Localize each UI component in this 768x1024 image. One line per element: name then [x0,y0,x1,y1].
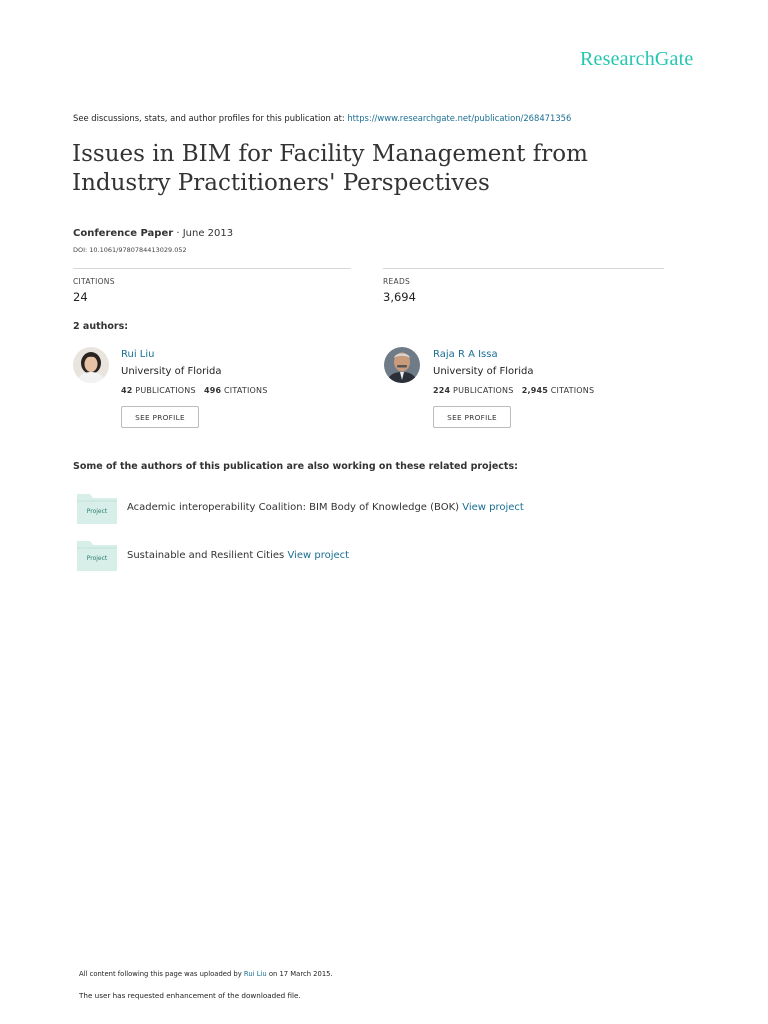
upload-date: on 17 March 2015. [266,970,333,978]
project-folder-icon[interactable] [76,538,118,572]
author-citations-label: CITATIONS [221,386,268,395]
researchgate-logo[interactable]: ResearchGate [580,48,694,70]
author-citations-count: 2,945 [521,386,549,395]
reads-divider [383,268,664,269]
citations-label: CITATIONS [73,277,115,286]
author-stats [121,386,267,395]
publication-type [73,228,233,239]
enhancement-notice: The user has requested enhancement of the downloaded file. [79,991,301,1000]
view-project-link[interactable]: View project [462,502,524,513]
authors-heading: 2 authors: [73,321,129,332]
project-title: Sustainable and Resilient Cities [127,550,288,561]
author-avatar-raja-issa[interactable] [384,347,420,383]
citations-divider [73,268,351,269]
author-publications-count: 42 [121,386,133,395]
project-icon-label: Project [86,508,108,515]
reads-label: READS [383,277,411,286]
publication-type-label: Conference Paper [73,228,174,239]
discussion-notice [73,113,571,123]
avatar-photo-icon [73,347,109,383]
upload-notice [79,970,333,978]
project-item [127,550,349,561]
author-citations-label: CITATIONS [548,386,595,395]
author-name-link[interactable]: Raja R A Issa [433,349,498,360]
author-stats [433,386,594,395]
author-publications-label: PUBLICATIONS [450,386,514,395]
publication-date: · June 2013 [173,228,234,239]
author-publications-label: PUBLICATIONS [132,386,196,395]
citations-value: 24 [73,290,88,304]
see-profile-button[interactable]: SEE PROFILE [121,406,199,428]
upload-prefix: All content following this page was uploaded by [79,970,244,978]
author-institution: University of Florida [433,366,534,377]
uploader-link[interactable]: Rui Liu [243,970,267,978]
view-project-link[interactable]: View project [287,550,350,561]
author-avatar-rui-liu[interactable] [73,347,109,383]
project-title: Academic interoperability Coalition: BIM Body of Knowledge (BOK) [127,502,463,513]
author-publications-count: 224 [433,386,451,395]
publication-doi: DOI: 10.1061/9780784413029.052 [73,246,187,254]
reads-value: 3,694 [383,290,416,304]
publication-url-link[interactable]: https://www.researchgate.net/publication/268471356 [347,113,572,123]
see-profile-button[interactable]: SEE PROFILE [433,406,511,428]
discussion-text: See discussions, stats, and author profiles for this publication at: [73,113,348,123]
avatar-photo-icon [384,347,420,383]
title-line-2: Industry Practitioners' Perspectives [72,170,490,196]
author-institution: University of Florida [121,366,222,377]
project-icon-label: Project [86,555,108,562]
author-citations-count: 496 [203,386,222,395]
related-projects-heading: Some of the authors of this publication are also working on these related projects: [73,461,518,472]
publication-title [72,140,712,198]
title-line-1: Issues in BIM for Facility Management from [72,141,588,167]
project-item [127,502,524,513]
author-name-link[interactable]: Rui Liu [121,349,155,360]
project-folder-icon[interactable] [76,491,118,525]
